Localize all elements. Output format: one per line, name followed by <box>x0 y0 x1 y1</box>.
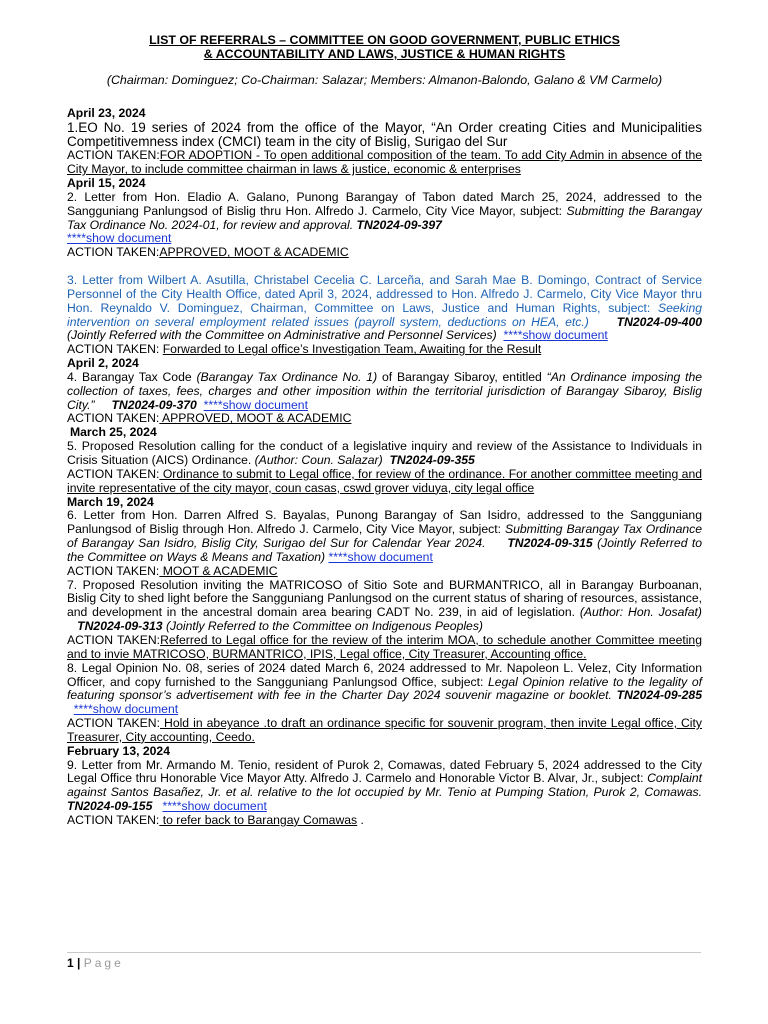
item-subject: Submitting Barangay Tax Ordinance of Barangay San Isidro, Bislig City, Surigao del Sur for Calendar Year 2024. <box>67 522 702 551</box>
show-document-link[interactable]: ****show document <box>503 328 608 343</box>
action-label: ACTION TAKEN: <box>67 148 160 163</box>
date-heading: February 13, 2024 <box>67 743 170 758</box>
referral-item-6 <box>67 509 702 564</box>
action-details: MOOT & ACADEMIC <box>159 563 278 578</box>
action-details: APPROVED, MOOT & ACADEMIC <box>159 245 349 260</box>
action-label: ACTION TAKEN: <box>67 411 160 426</box>
referral-item-3 <box>67 274 702 343</box>
ordinance-ref: (Barangay Tax Ordinance No. 1) <box>196 369 378 384</box>
item-text: 9. Letter from Mr. Armando M. Tenio, resident of Purok 2, Comawas, dated February 5, 2024 addressed to the City Legal Office thru Honorable Vice Mayor Atty. Alfredo J. Carmelo and Honorable Victor B. Alvar, Jr., subject: <box>67 757 702 786</box>
referral-note: (Jointly Referred with the Committee on Administrative and Personnel Services) <box>67 328 497 343</box>
action-details: Ordinance to submit to Legal office, for review of the ordinance. For another committee meeting and invite representative of the city mayor, coun casas, cswd grover viduya, city legal office <box>67 466 703 495</box>
action-details: Forwarded to Legal office’s Investigation Team, Awaiting for the Result <box>162 342 542 357</box>
title-line-2: & ACCOUNTABILITY AND LAWS, JUSTICE & HUMAN RIGHTS <box>203 47 566 61</box>
referral-item-5 <box>67 440 702 468</box>
show-document-link[interactable]: ****show document <box>328 549 433 564</box>
committee-members: (Chairman: Dominguez; Co-Chairman: Salazar; Members: Almanon-Balondo, Galano & VM Carmelo) <box>106 73 663 87</box>
item-author: (Author: Hon. Josafat) <box>579 605 702 620</box>
tracking-number: TN2024-09-400 <box>616 314 703 329</box>
date-heading: March 25, 2024 <box>70 425 157 440</box>
action-taken-1 <box>67 149 702 177</box>
show-document-link[interactable]: ****show document <box>73 702 179 717</box>
action-label: ACTION TAKEN: <box>67 563 160 578</box>
document-title <box>67 33 702 61</box>
referral-item-8 <box>67 662 702 717</box>
action-label: ACTION TAKEN: <box>67 342 160 357</box>
tracking-number: TN2024-09-313 <box>77 619 163 634</box>
action-taken-5 <box>67 468 702 496</box>
item-text: 8. Legal Opinion No. 08, series of 2024 dated March 6, 2024 addressed to Mr. Napoleon L. Velez, City Information Officer, and copy furnished to the Sangguniang Panlungsod Office, subject: <box>67 660 702 689</box>
page-word: Page <box>83 956 124 970</box>
referral-item-1: 1.EO No. 19 series of 2024 from the office of the Mayor, “An Order creating Cities and Municipalities Competitivemness index (CMCI) team in the city of Bislig, Surigao del Sur <box>67 119 702 149</box>
page-separator: | <box>73 956 84 970</box>
action-taken-2 <box>67 246 702 260</box>
tracking-number: TN2024-09-315 <box>507 536 593 551</box>
item-subject: “An Ordinance imposing the collection of taxes, fees, charges and other imposition within the territorial jurisdiction of Barangay Sibaroy, Bislig City.” <box>67 369 702 412</box>
date-heading: March 19, 2024 <box>67 494 154 509</box>
item-subject: Submitting the Barangay Tax Ordinance No. 2024-01, for review and approval. <box>67 203 702 232</box>
show-document-link[interactable]: ****show document <box>67 231 172 246</box>
date-heading: April 23, 2024 <box>67 105 146 120</box>
referral-note: (Jointly Referred to the Committee on Ways & Means and Taxation) <box>67 536 702 564</box>
tracking-number: TN2024-09-355 <box>389 453 475 467</box>
document-body <box>67 33 702 828</box>
action-label: ACTION TAKEN: <box>67 716 160 731</box>
action-taken-6 <box>67 565 702 579</box>
date-heading: April 2, 2024 <box>67 356 139 371</box>
tracking-number: TN2024-09-155 <box>67 799 153 814</box>
page-number: 1 <box>67 956 74 970</box>
tracking-number: TN2024-09-285 <box>616 688 702 703</box>
referral-item-2 <box>67 191 702 246</box>
action-end: . <box>357 812 364 827</box>
action-status: FOR ADOPTION - <box>159 148 264 163</box>
action-taken-4 <box>67 412 702 426</box>
item-text: 3. Letter from Wilbert A. Asutilla, Christabel Cecelia C. Larceña, and Sarah Mae B. Domingo, Contract of Service Personnel of the City Health Office, dated April 3, 2024, addressed to Hon. Alfredo J. Carmelo, City Vice Mayor thru Hon. Reynaldo V. Dominguez, Chairman, Committee on Laws, Justice and Human Rights, subject: <box>67 273 702 315</box>
item-text: 7. Proposed Resolution inviting the MATRICOSO of Sitio Sote and BURMANTRICO, all in Barangay Burboanan, Bislig City to shed light before the Sangguniang Panlungsod on the current status of sharing of resources, assistance, and development in the ancestral domain area bearing CADT No. 239, in aid of legislation. <box>67 577 702 620</box>
tracking-number: TN2024-09-397 <box>356 217 442 232</box>
action-label: ACTION TAKEN: <box>67 466 160 481</box>
action-details: to refer back to Barangay Comawas <box>159 812 358 827</box>
action-taken-8 <box>67 717 702 745</box>
show-document-link[interactable]: ****show document <box>203 397 308 412</box>
page-footer <box>67 952 701 970</box>
item-subject: Complaint against Santos Basañez, Jr. et al. relative to the lot occupied by Mr. Tenio at Pumping Station, Purok 2, Comawas. <box>67 771 702 800</box>
action-taken-3 <box>67 343 702 357</box>
item-text: 4. Barangay Tax Code <box>67 369 197 384</box>
action-taken-7 <box>67 634 702 662</box>
tracking-number: TN2024-09-370 <box>111 397 197 412</box>
referral-note: (Jointly Referred to the Committee on Indigenous Peoples) <box>165 619 483 634</box>
action-taken-9 <box>67 814 702 828</box>
item-subject: Seeking intervention on several employment related issues (payroll system, deductions on HEA, etc.) <box>67 300 702 329</box>
referral-item-4 <box>67 371 702 413</box>
item-text: 6. Letter from Hon. Darren Alfred S. Bayalas, Punong Barangay of San Isidro, addressed to the Sangguniang Panlungsod of Bislig through Hon. Alfredo J. Carmelo, City Vice Mayor, subject: <box>67 508 702 537</box>
action-details: Referred to Legal office for the review of the interim MOA, to schedule another Committee meeting and to invie MATRICOSO, BURMANTRICO, IPIS, Legal office, City Treasurer, Accounting office. <box>67 632 702 661</box>
action-label: ACTION TAKEN: <box>67 632 161 647</box>
referral-item-7 <box>67 579 702 634</box>
action-details: Hold in abeyance .to draft an ordinance specific for souvenir program, then invite Legal office, City Treasurer, City accounting, Ceedo. <box>67 716 702 744</box>
item-text-cont: of Barangay Sibaroy, entitled <box>377 369 547 384</box>
action-details: APPROVED, MOOT & ACADEMIC <box>159 411 352 426</box>
item-subject: Legal Opinion relative to the legality of featuring sponsor’s advertisement with fee in the Charter Day 2024 souvenir magazine or booklet. <box>67 674 703 703</box>
action-label: ACTION TAKEN: <box>67 245 160 260</box>
action-details: To open additional composition of the team. To add City Admin in absence of the City Mayor, to include committee chairman in laws & justice, economic & enterprises <box>67 148 703 177</box>
referral-item-9 <box>67 759 702 814</box>
item-text: 2. Letter from Hon. Eladio A. Galano, Punong Barangay of Tabon dated March 25, 2024, addressed to the Sangguniang Panlungsod of Bislig thru Hon. Alfredo J. Carmelo, City Vice Mayor, subject: <box>67 189 702 218</box>
show-document-link[interactable]: ****show document <box>162 799 267 814</box>
action-label: ACTION TAKEN: <box>67 812 160 827</box>
date-heading: April 15, 2024 <box>67 175 146 190</box>
item-author: (Author: Coun. Salazar) <box>254 453 383 467</box>
title-line-1: LIST OF REFERRALS – COMMITTEE ON GOOD GOVERNMENT, PUBLIC ETHICS <box>149 33 620 47</box>
item-text: 5. Proposed Resolution calling for the conduct of a legislative inquiry and review of the Assistance to Individuals in Crisis Situation (AICS) Ordinance. <box>67 439 702 467</box>
